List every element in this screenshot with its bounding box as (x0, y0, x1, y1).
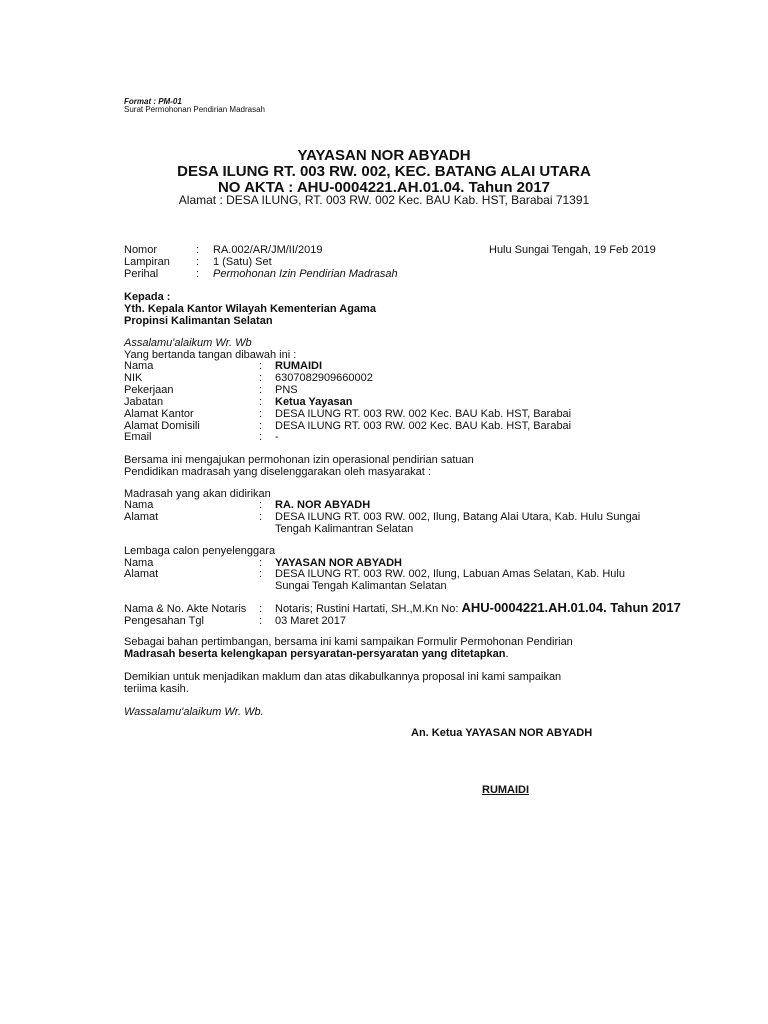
signer-colon: : (259, 384, 263, 396)
signer-label-email: Email (124, 431, 152, 443)
madrasah-name: RA. NOR ABYADH (275, 499, 371, 511)
signer-label-jabatan: Jabatan (124, 396, 164, 408)
signer-value-alamat-kantor: DESA ILUNG RT. 003 RW. 002 Kec. BAU Kab. HST, Barabai (275, 408, 572, 420)
meta-value-lampiran: 1 (Satu) Set (213, 256, 272, 268)
meta-colon: : (196, 256, 200, 268)
recipient-line2: Propinsi Kalimantan Selatan (124, 315, 273, 327)
signer-colon: : (259, 420, 263, 432)
letterhead-foundation-name: YAYASAN NOR ABYADH (297, 147, 471, 164)
notary-date-value: 03 Maret 2017 (275, 615, 346, 627)
meta-colon: : (196, 268, 200, 280)
madrasah-address-line1: DESA ILUNG RT. 003 RW. 002, Ilung, Batang Alai Utara, Kab. Hulu Sungai (275, 511, 641, 523)
paragraph2-line2-end: . (505, 648, 509, 660)
greeting: Assalamu'alaikum Wr. Wb (124, 337, 252, 349)
lembaga-address-line1: DESA ILUNG RT. 003 RW. 002, Ilung, Labuan Amas Selatan, Kab. Hulu (275, 568, 625, 580)
notary-value-number: AHU-0004221.AH.01.04. Tahun 2017 (461, 600, 681, 615)
paragraph3-line1: Demikian untuk menjadikan maklum dan atas dikabulkannya proposal ini kami sampaikan (124, 671, 562, 683)
signer-value-jabatan: Ketua Yayasan (275, 396, 353, 408)
madrasah-label-alamat: Alamat (124, 511, 159, 523)
letterhead-deed-number: NO AKTA : AHU-0004221.AH.01.04. Tahun 2017 (217, 179, 551, 196)
madrasah-heading: Madrasah yang akan didirikan (124, 488, 271, 500)
recipient-line1: Yth. Kepala Kantor Wilayah Kementerian Agama (124, 303, 376, 315)
signer-value-pekerjaan: PNS (275, 384, 298, 396)
lembaga-label-nama: Nama (124, 557, 154, 569)
lembaga-label-alamat: Alamat (124, 568, 159, 580)
lembaga-colon: : (259, 557, 263, 569)
signer-colon: : (259, 360, 263, 372)
signature-title: An. Ketua YAYASAN NOR ABYADH (411, 727, 593, 739)
notary-value-prefix: Notaris; Rustini Hartati, SH.,M.Kn No: (275, 603, 459, 615)
madrasah-label-nama: Nama (124, 499, 154, 511)
intro-text: Yang bertanda tangan dibawah ini : (124, 349, 297, 361)
notary-colon: : (259, 603, 263, 615)
notary-value (275, 601, 681, 616)
madrasah-colon: : (259, 499, 263, 511)
signer-colon: : (259, 396, 263, 408)
meta-label-nomor: Nomor (124, 244, 158, 256)
paragraph1-line2: Pendidikan madrasah yang diselenggarakan oleh masyarakat : (124, 466, 431, 478)
meta-label-perihal: Perihal (124, 268, 159, 280)
meta-value-nomor: RA.002/AR/JM/II/2019 (213, 244, 323, 256)
meta-label-lampiran: Lampiran (124, 256, 170, 268)
signer-label-alamat-domisili: Alamat Domisili (124, 420, 200, 432)
signer-value-email: - (275, 431, 279, 443)
signer-value-nik: 6307082909660002 (275, 372, 373, 384)
paragraph2-line2 (124, 648, 509, 660)
place-date: Hulu Sungai Tengah, 19 Feb 2019 (489, 244, 656, 256)
lembaga-heading: Lembaga calon penyelenggara (124, 545, 276, 557)
signer-label-nama: Nama (124, 360, 154, 372)
signer-label-nik: NIK (124, 372, 143, 384)
signer-colon: : (259, 408, 263, 420)
madrasah-colon: : (259, 511, 263, 523)
meta-value-perihal: Permohonan Izin Pendirian Madrasah (213, 268, 398, 280)
signer-value-alamat-domisili: DESA ILUNG RT. 003 RW. 002 Kec. BAU Kab. HST, Barabai (275, 420, 572, 432)
meta-colon: : (196, 244, 200, 256)
lembaga-colon: : (259, 568, 263, 580)
closing-greeting: Wassalamu'alaikum Wr. Wb. (124, 706, 264, 718)
notary-label: Nama & No. Akte Notaris (124, 603, 247, 615)
lembaga-address-line2: Sungai Tengah Kalimantan Selatan (275, 580, 447, 592)
notary-colon: : (259, 615, 263, 627)
paragraph2-line2-bold: Madrasah beserta kelengkapan persyaratan-persyaratan yang ditetapkan (124, 648, 506, 660)
signer-label-pekerjaan: Pekerjaan (124, 384, 174, 396)
signer-colon: : (259, 372, 263, 384)
paragraph2-line1: Sebagai bahan pertimbangan, bersama ini kami sampaikan Formulir Permohonan Pendirian (124, 636, 573, 648)
recipient-kepada: Kepada : (124, 291, 171, 303)
letterhead-address: Alamat : DESA ILUNG, RT. 003 RW. 002 Kec. BAU Kab. HST, Barabai 71391 (178, 193, 590, 207)
letterhead-village: DESA ILUNG RT. 003 RW. 002, KEC. BATANG ALAI UTARA (177, 163, 591, 180)
paragraph1-line1: Bersama ini mengajukan permohonan izin operasional pendirian satuan (124, 454, 474, 466)
format-code: Format : PM-01 (124, 97, 182, 106)
signer-value-nama: RUMAIDI (275, 360, 323, 372)
lembaga-name: YAYASAN NOR ABYADH (275, 557, 402, 569)
signer-colon: : (259, 431, 263, 443)
signature-name: RUMAIDI (482, 784, 530, 796)
format-title: Surat Permohonan Pendirian Madrasah (124, 105, 265, 114)
madrasah-address-line2: Tengah Kalimantran Selatan (275, 523, 414, 535)
notary-date-label: Pengesahan Tgl (124, 615, 204, 627)
signer-label-alamat-kantor: Alamat Kantor (124, 408, 194, 420)
paragraph3-line2: teriima kasih. (124, 683, 189, 695)
